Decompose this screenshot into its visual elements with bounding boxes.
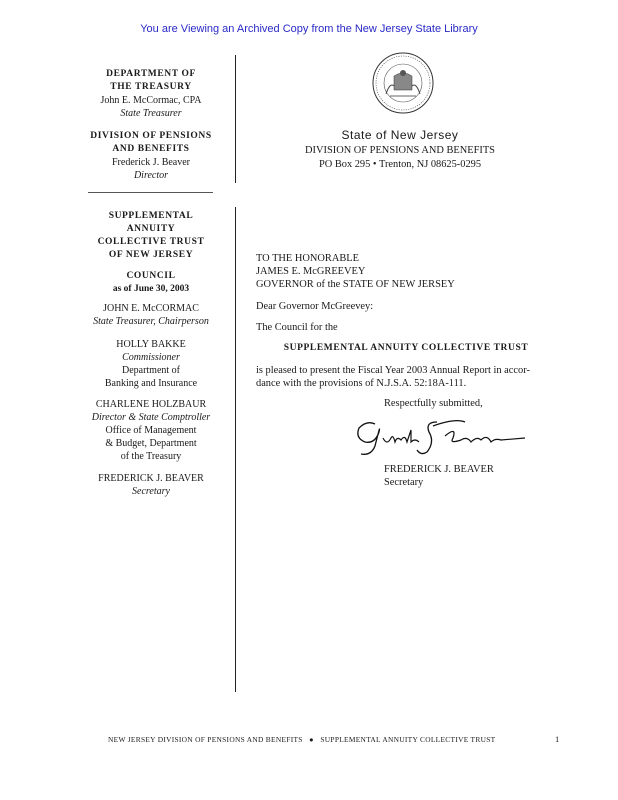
council-block <box>76 270 226 296</box>
member-name: CHARLENE HOLZBAUR <box>95 399 207 410</box>
closing: Respectfully submitted, <box>384 398 483 409</box>
signer-block <box>384 463 584 489</box>
trust-block <box>76 210 226 262</box>
state-name: State of New Jersey <box>341 128 459 142</box>
member-org: Department of <box>121 365 181 376</box>
division-block <box>76 130 226 182</box>
sidebar-divider <box>88 192 213 193</box>
vertical-rule-main <box>235 207 236 692</box>
member-title: Commissioner <box>122 352 180 363</box>
page-number: 1 <box>555 734 560 744</box>
recipient-address <box>256 252 556 291</box>
dept-line1: DEPARTMENT OF <box>106 69 196 79</box>
page-footer <box>108 735 495 744</box>
trust-line3: COLLECTIVE TRUST <box>97 237 205 247</box>
member-3 <box>76 398 226 463</box>
member-org: Office of Management <box>105 425 197 436</box>
salutation: Dear Governor McGreevey: <box>256 301 374 312</box>
director-title: Director <box>133 170 169 181</box>
director-name: Frederick J. Beaver <box>111 157 191 168</box>
division-line2: AND BENEFITS <box>112 144 190 154</box>
signature-icon <box>345 412 535 460</box>
member-title: Secretary <box>132 486 170 497</box>
address-line2: JAMES E. McGREEVEY <box>256 266 366 277</box>
intro-line: The Council for the <box>256 322 338 333</box>
member-org: Banking and Insurance <box>104 378 198 389</box>
trust-line1: SUPPLEMENTAL <box>108 211 194 221</box>
address-line1: TO THE HONORABLE <box>256 253 359 264</box>
trust-line4: OF NEW JERSEY <box>108 250 194 260</box>
mailing-address: PO Box 295 • Trenton, NJ 08625-0295 <box>318 159 482 170</box>
division-name: DIVISION OF PENSIONS AND BENEFITS <box>305 145 495 156</box>
state-seal-icon <box>372 52 434 114</box>
archive-banner[interactable]: You are Viewing an Archived Copy from the New Jersey State Library <box>140 23 478 35</box>
footer-left: NEW JERSEY DIVISION OF PENSIONS AND BENEFITS <box>108 735 303 744</box>
member-org: & Budget, Department <box>105 438 197 449</box>
footer-right: SUPPLEMENTAL ANNUITY COLLECTIVE TRUST <box>320 735 496 744</box>
dept-line2: THE TREASURY <box>110 82 192 92</box>
member-2 <box>76 338 226 390</box>
body-line2: dance with the provisions of N.J.S.A. 52:18A-111. <box>256 378 467 389</box>
trust-line2: ANNUITY <box>126 224 176 234</box>
member-name: JOHN E. McCORMAC <box>103 303 199 314</box>
member-name: HOLLY BAKKE <box>116 339 186 350</box>
footer-bullet: ● <box>309 735 314 744</box>
member-1 <box>76 302 226 328</box>
address-line3: GOVERNOR of the STATE OF NEW JERSEY <box>256 279 455 290</box>
treasurer-title: State Treasurer <box>120 108 182 119</box>
division-line1: DIVISION OF PENSIONS <box>90 131 212 141</box>
treasury-block <box>76 68 226 120</box>
member-title: State Treasurer, Chairperson <box>93 316 209 327</box>
trust-name: SUPPLEMENTAL ANNUITY COLLECTIVE TRUST <box>283 343 529 353</box>
signer-title: Secretary <box>384 477 424 488</box>
council-heading: COUNCIL <box>126 271 176 281</box>
body-paragraph <box>256 364 556 390</box>
council-date: as of June 30, 2003 <box>112 284 190 294</box>
member-name: FREDERICK J. BEAVER <box>98 473 204 484</box>
body-line1: is pleased to present the Fiscal Year 2003 Annual Report in accor- <box>256 365 530 376</box>
member-title: Director & State Comptroller <box>91 412 211 423</box>
treasurer-name: John E. McCormac, CPA <box>100 95 202 106</box>
member-4 <box>76 472 226 498</box>
member-org: of the Treasury <box>120 451 182 462</box>
signer-name: FREDERICK J. BEAVER <box>384 464 494 475</box>
vertical-rule-top <box>235 55 236 183</box>
